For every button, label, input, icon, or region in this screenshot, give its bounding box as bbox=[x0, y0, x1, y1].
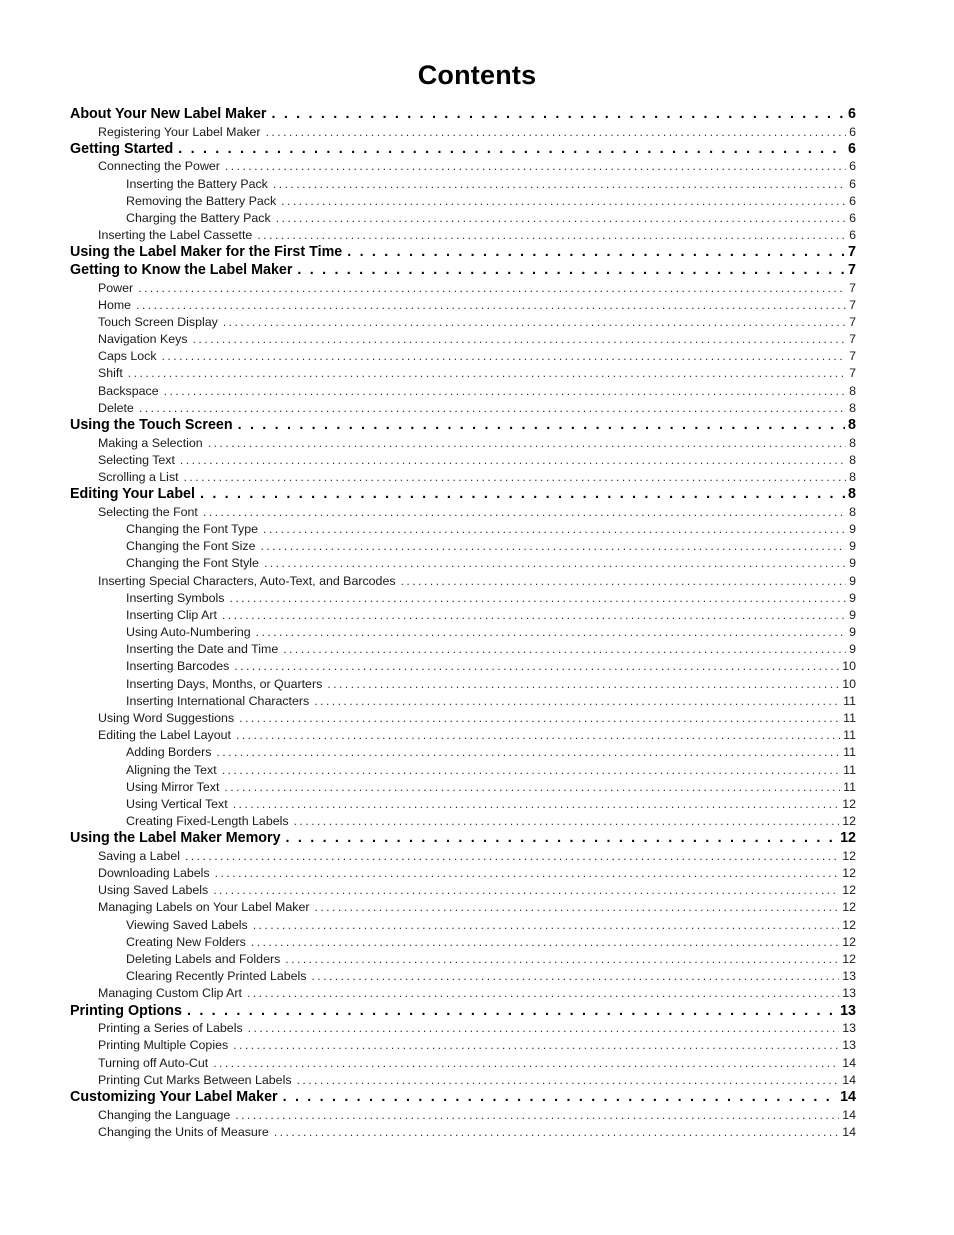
toc-entry-title: Getting to Know the Label Maker bbox=[70, 261, 293, 278]
toc-entry-title: Using the Touch Screen bbox=[70, 417, 233, 433]
toc-page-number: 11 bbox=[843, 711, 856, 725]
toc-entry-title: Deleting Labels and Folders bbox=[126, 952, 281, 967]
toc-section-entry[interactable] bbox=[70, 1089, 856, 1107]
dot-leader bbox=[266, 124, 847, 141]
toc-page-number: 8 bbox=[849, 504, 856, 519]
dot-leader bbox=[253, 917, 840, 934]
toc-entry-title: Using Mirror Text bbox=[126, 779, 220, 794]
dot-leader bbox=[213, 882, 839, 899]
toc-page-number: 10 bbox=[842, 676, 856, 691]
toc-subsection-entry[interactable] bbox=[70, 813, 856, 830]
toc-entry-title: Printing Options bbox=[70, 1002, 182, 1019]
dot-leader bbox=[229, 590, 846, 607]
toc-page-number: 12 bbox=[842, 796, 856, 811]
toc-subsection-entry[interactable] bbox=[70, 658, 856, 675]
toc-subsection-entry[interactable] bbox=[70, 400, 856, 417]
toc-subsection-entry[interactable] bbox=[70, 331, 856, 348]
toc-subsection-entry[interactable] bbox=[70, 882, 856, 899]
dot-leader bbox=[185, 848, 839, 865]
toc-entry-title: Managing Labels on Your Label Maker bbox=[98, 900, 310, 915]
dot-leader bbox=[247, 985, 839, 1002]
toc-entry-title: Selecting the Font bbox=[98, 504, 198, 519]
toc-subsection-entry[interactable] bbox=[70, 193, 856, 210]
toc-entry-title: Inserting Clip Art bbox=[126, 607, 217, 622]
toc-entry-title: Using the Label Maker Memory bbox=[70, 830, 281, 847]
toc-section-entry[interactable] bbox=[70, 141, 856, 159]
toc-subsection-entry[interactable] bbox=[70, 727, 856, 744]
toc-entry-title: Printing Multiple Copies bbox=[98, 1038, 229, 1053]
toc-subsection-entry[interactable] bbox=[70, 348, 856, 365]
toc-page-number: 6 bbox=[849, 210, 856, 225]
dot-leader bbox=[297, 262, 845, 280]
toc-page-number: 11 bbox=[843, 745, 856, 760]
toc-page-number: 7 bbox=[848, 244, 856, 261]
toc-page-number: 13 bbox=[842, 986, 856, 1001]
toc-page-number: 7 bbox=[848, 261, 856, 278]
toc-entry-title: Shift bbox=[98, 366, 123, 381]
dot-leader bbox=[223, 314, 846, 331]
toc-page-number: 7 bbox=[849, 314, 856, 329]
toc-subsection-entry[interactable] bbox=[70, 452, 856, 469]
toc-entry-title: Changing the Font Size bbox=[126, 539, 256, 554]
toc-subsection-entry[interactable] bbox=[70, 176, 856, 193]
toc-subsection-entry[interactable] bbox=[70, 124, 856, 141]
toc-section-entry[interactable] bbox=[70, 1003, 856, 1021]
toc-subsection-entry[interactable] bbox=[70, 641, 856, 658]
dot-leader bbox=[213, 1055, 839, 1072]
toc-page-number: 7 bbox=[849, 366, 856, 381]
dot-leader bbox=[222, 607, 846, 624]
toc-entry-title: Adding Borders bbox=[126, 745, 212, 760]
toc-page-number: 11 bbox=[843, 779, 856, 794]
toc-entry-title: Creating New Folders bbox=[126, 934, 246, 949]
toc-entry-title: Customizing Your Label Maker bbox=[70, 1088, 278, 1105]
toc-page-number: 9 bbox=[849, 642, 856, 657]
toc-page-number: 6 bbox=[849, 159, 856, 174]
toc-page-number: 9 bbox=[849, 521, 856, 536]
dot-leader bbox=[236, 727, 840, 744]
toc-subsection-entry[interactable] bbox=[70, 693, 856, 710]
table-of-contents bbox=[70, 106, 856, 1141]
toc-subsection-entry[interactable] bbox=[70, 314, 856, 331]
dot-leader bbox=[235, 1107, 839, 1124]
dot-leader bbox=[283, 1089, 837, 1107]
toc-entry-title: Printing Cut Marks Between Labels bbox=[98, 1072, 292, 1087]
toc-page-number: 13 bbox=[842, 1038, 856, 1053]
dot-leader bbox=[139, 400, 846, 417]
toc-entry-title: Touch Screen Display bbox=[98, 314, 218, 329]
toc-page-number: 11 bbox=[843, 693, 856, 708]
toc-section-entry[interactable] bbox=[70, 244, 856, 262]
dot-leader bbox=[215, 865, 840, 882]
dot-leader bbox=[248, 1020, 840, 1037]
dot-leader bbox=[401, 573, 847, 590]
toc-entry-title: Charging the Battery Pack bbox=[126, 210, 271, 225]
toc-page-number: 9 bbox=[849, 590, 856, 605]
dot-leader bbox=[233, 1037, 839, 1054]
toc-page-number: 12 bbox=[842, 848, 856, 863]
toc-section-entry[interactable] bbox=[70, 830, 856, 848]
toc-entry-title: Inserting the Date and Time bbox=[126, 642, 279, 657]
toc-subsection-entry[interactable] bbox=[70, 624, 856, 641]
dot-leader bbox=[283, 641, 846, 658]
toc-subsection-entry[interactable] bbox=[70, 710, 856, 727]
toc-page-number: 6 bbox=[848, 106, 856, 122]
dot-leader bbox=[271, 106, 845, 124]
dot-leader bbox=[180, 452, 846, 469]
toc-page-number: 7 bbox=[849, 349, 856, 364]
toc-entry-title: Changing the Font Type bbox=[126, 521, 259, 536]
toc-page-number: 8 bbox=[848, 486, 856, 503]
dot-leader bbox=[234, 658, 839, 675]
toc-entry-title: Power bbox=[98, 280, 134, 295]
dot-leader bbox=[225, 158, 846, 175]
toc-entry-title: Changing the Language bbox=[98, 1107, 231, 1122]
toc-entry-title: Aligning the Text bbox=[126, 762, 217, 777]
toc-page-number: 9 bbox=[849, 573, 856, 588]
toc-page-number: 12 bbox=[840, 830, 856, 847]
toc-entry-title: Creating Fixed-Length Labels bbox=[126, 814, 289, 829]
dot-leader bbox=[239, 710, 840, 727]
toc-subsection-entry[interactable] bbox=[70, 573, 856, 590]
toc-page-number: 12 bbox=[842, 934, 856, 949]
dot-leader bbox=[187, 1003, 837, 1021]
toc-entry-title: Clearing Recently Printed Labels bbox=[126, 969, 307, 984]
toc-subsection-entry[interactable] bbox=[70, 538, 856, 555]
dot-leader bbox=[294, 813, 840, 830]
toc-subsection-entry[interactable] bbox=[70, 1072, 856, 1089]
toc-entry-title: Inserting International Characters bbox=[126, 693, 310, 708]
dot-leader bbox=[274, 1124, 839, 1141]
dot-leader bbox=[238, 417, 845, 435]
toc-page-number: 7 bbox=[849, 332, 856, 347]
toc-entry-title: Caps Lock bbox=[98, 349, 157, 364]
toc-entry-title: Inserting Days, Months, or Quarters bbox=[126, 676, 323, 691]
dot-leader bbox=[314, 693, 840, 710]
toc-section-entry[interactable] bbox=[70, 417, 856, 435]
toc-page-number: 12 bbox=[842, 883, 856, 898]
dot-leader bbox=[285, 951, 839, 968]
toc-subsection-entry[interactable] bbox=[70, 865, 856, 882]
toc-entry-title: Scrolling a List bbox=[98, 469, 179, 484]
toc-entry-title: Using Saved Labels bbox=[98, 883, 209, 898]
toc-entry-title: Changing the Units of Measure bbox=[98, 1124, 269, 1139]
toc-section-entry[interactable] bbox=[70, 262, 856, 280]
toc-entry-title: Using Auto-Numbering bbox=[126, 625, 251, 640]
toc-subsection-entry[interactable] bbox=[70, 779, 856, 796]
toc-subsection-entry[interactable] bbox=[70, 1107, 856, 1124]
toc-subsection-entry[interactable] bbox=[70, 917, 856, 934]
dot-leader bbox=[222, 762, 840, 779]
toc-subsection-entry[interactable] bbox=[70, 469, 856, 486]
toc-entry-title: Inserting Symbols bbox=[126, 590, 225, 605]
dot-leader bbox=[193, 331, 847, 348]
toc-entry-title: Making a Selection bbox=[98, 435, 203, 450]
toc-page-number: 6 bbox=[849, 124, 856, 139]
toc-page-number: 14 bbox=[840, 1088, 856, 1105]
toc-subsection-entry[interactable] bbox=[70, 590, 856, 607]
toc-page-number: 12 bbox=[842, 952, 856, 967]
toc-entry-title: Selecting Text bbox=[98, 452, 175, 467]
toc-page-number: 12 bbox=[842, 814, 856, 829]
toc-subsection-entry[interactable] bbox=[70, 1055, 856, 1072]
dot-leader bbox=[264, 555, 846, 572]
toc-subsection-entry[interactable] bbox=[70, 968, 856, 985]
toc-entry-title: Editing the Label Layout bbox=[98, 728, 231, 743]
dot-leader bbox=[261, 538, 847, 555]
dot-leader bbox=[203, 504, 846, 521]
toc-entry-title: Turning off Auto-Cut bbox=[98, 1055, 209, 1070]
toc-subsection-entry[interactable] bbox=[70, 555, 856, 572]
toc-entry-title: Delete bbox=[98, 400, 134, 415]
dot-leader bbox=[276, 210, 846, 227]
toc-entry-title: Using the Label Maker for the First Time bbox=[70, 244, 343, 261]
dot-leader bbox=[263, 521, 846, 538]
toc-entry-title: Inserting the Battery Pack bbox=[126, 176, 268, 191]
toc-subsection-entry[interactable] bbox=[70, 848, 856, 865]
dot-leader bbox=[128, 365, 846, 382]
toc-entry-title: Inserting Barcodes bbox=[126, 659, 230, 674]
toc-entry-title: Navigation Keys bbox=[98, 332, 188, 347]
toc-subsection-entry[interactable] bbox=[70, 607, 856, 624]
toc-subsection-entry[interactable] bbox=[70, 899, 856, 916]
toc-entry-title: Home bbox=[98, 297, 132, 312]
dot-leader bbox=[224, 779, 840, 796]
toc-subsection-entry[interactable] bbox=[70, 435, 856, 452]
toc-subsection-entry[interactable] bbox=[70, 744, 856, 761]
toc-subsection-entry[interactable] bbox=[70, 676, 856, 693]
dot-leader bbox=[136, 297, 846, 314]
toc-entry-title: Backspace bbox=[98, 383, 159, 398]
dot-leader bbox=[164, 383, 846, 400]
toc-page-number: 9 bbox=[849, 539, 856, 554]
toc-page-number: 8 bbox=[849, 452, 856, 467]
dot-leader bbox=[251, 934, 839, 951]
toc-section-entry[interactable] bbox=[70, 106, 856, 124]
toc-entry-title: Managing Custom Clip Art bbox=[98, 986, 242, 1001]
toc-entry-title: Inserting the Label Cassette bbox=[98, 228, 253, 243]
toc-subsection-entry[interactable] bbox=[70, 762, 856, 779]
toc-page-number: 8 bbox=[849, 435, 856, 450]
dot-leader bbox=[297, 1072, 840, 1089]
toc-page-number: 13 bbox=[842, 969, 856, 984]
toc-subsection-entry[interactable] bbox=[70, 504, 856, 521]
toc-page-number: 14 bbox=[842, 1107, 856, 1122]
dot-leader bbox=[256, 624, 846, 641]
toc-page-number: 10 bbox=[842, 659, 856, 674]
toc-page-number: 13 bbox=[840, 1002, 856, 1019]
toc-entry-title: Getting Started bbox=[70, 140, 174, 157]
dot-leader bbox=[327, 676, 839, 693]
toc-subsection-entry[interactable] bbox=[70, 383, 856, 400]
dot-leader bbox=[311, 968, 839, 985]
toc-entry-title: Saving a Label bbox=[98, 848, 180, 863]
toc-subsection-entry[interactable] bbox=[70, 280, 856, 297]
dot-leader bbox=[281, 193, 846, 210]
toc-page-number: 6 bbox=[848, 140, 856, 157]
toc-subsection-entry[interactable] bbox=[70, 985, 856, 1002]
dot-leader bbox=[162, 348, 847, 365]
toc-page-number: 8 bbox=[848, 417, 856, 433]
dot-leader bbox=[347, 244, 845, 262]
toc-page-number: 7 bbox=[849, 297, 856, 312]
dot-leader bbox=[208, 435, 846, 452]
toc-subsection-entry[interactable] bbox=[70, 951, 856, 968]
toc-entry-title: Printing a Series of Labels bbox=[98, 1021, 243, 1036]
toc-subsection-entry[interactable] bbox=[70, 210, 856, 227]
toc-subsection-entry[interactable] bbox=[70, 297, 856, 314]
toc-subsection-entry[interactable] bbox=[70, 796, 856, 813]
toc-entry-title: Using Word Suggestions bbox=[98, 711, 235, 725]
toc-page-number: 8 bbox=[849, 383, 856, 398]
toc-entry-title: Editing Your Label bbox=[70, 486, 195, 503]
dot-leader bbox=[200, 486, 845, 504]
toc-subsection-entry[interactable] bbox=[70, 1124, 856, 1141]
toc-page-number: 14 bbox=[842, 1072, 856, 1087]
dot-leader bbox=[273, 176, 846, 193]
toc-page-number: 6 bbox=[849, 193, 856, 208]
dot-leader bbox=[216, 744, 840, 761]
toc-page-number: 8 bbox=[849, 469, 856, 484]
toc-page-number: 12 bbox=[842, 866, 856, 881]
toc-page-number: 9 bbox=[849, 625, 856, 640]
toc-entry-title: Removing the Battery Pack bbox=[126, 193, 277, 208]
toc-page-number: 11 bbox=[843, 728, 856, 743]
dot-leader bbox=[286, 830, 838, 848]
toc-entry-title: Connecting the Power bbox=[98, 159, 220, 174]
toc-subsection-entry[interactable] bbox=[70, 227, 856, 244]
toc-subsection-entry[interactable] bbox=[70, 521, 856, 538]
toc-subsection-entry[interactable] bbox=[70, 934, 856, 951]
toc-entry-title: About Your New Label Maker bbox=[70, 106, 267, 122]
toc-page-number: 9 bbox=[849, 607, 856, 622]
dot-leader bbox=[233, 796, 840, 813]
dot-leader bbox=[138, 280, 846, 297]
toc-entry-title: Registering Your Label Maker bbox=[98, 124, 261, 139]
toc-page-number: 9 bbox=[849, 556, 856, 571]
toc-entry-title: Downloading Labels bbox=[98, 866, 210, 881]
dot-leader bbox=[257, 227, 846, 244]
dot-leader bbox=[184, 469, 847, 486]
toc-entry-title: Inserting Special Characters, Auto-Text, and Barcodes bbox=[98, 573, 396, 588]
toc-page-number: 12 bbox=[842, 900, 856, 915]
toc-section-entry[interactable] bbox=[70, 486, 856, 504]
toc-page-number: 6 bbox=[849, 176, 856, 191]
toc-subsection-entry[interactable] bbox=[70, 158, 856, 175]
dot-leader bbox=[314, 899, 839, 916]
toc-page-number: 6 bbox=[849, 228, 856, 243]
page-title: Contents bbox=[417, 60, 537, 90]
toc-page-number: 12 bbox=[842, 917, 856, 932]
toc-page-number: 7 bbox=[849, 280, 856, 295]
toc-page-number: 13 bbox=[842, 1021, 856, 1036]
toc-page-number: 8 bbox=[849, 400, 856, 415]
toc-entry-title: Changing the Font Style bbox=[126, 556, 259, 571]
toc-subsection-entry[interactable] bbox=[70, 1037, 856, 1054]
toc-entry-title: Viewing Saved Labels bbox=[126, 917, 248, 932]
toc-entry-title: Using Vertical Text bbox=[126, 796, 228, 811]
toc-page-number: 14 bbox=[842, 1124, 856, 1139]
toc-page-number: 11 bbox=[843, 762, 856, 777]
toc-page-number: 14 bbox=[842, 1055, 856, 1070]
toc-subsection-entry[interactable] bbox=[70, 1020, 856, 1037]
toc-subsection-entry[interactable] bbox=[70, 365, 856, 382]
dot-leader bbox=[178, 141, 845, 159]
